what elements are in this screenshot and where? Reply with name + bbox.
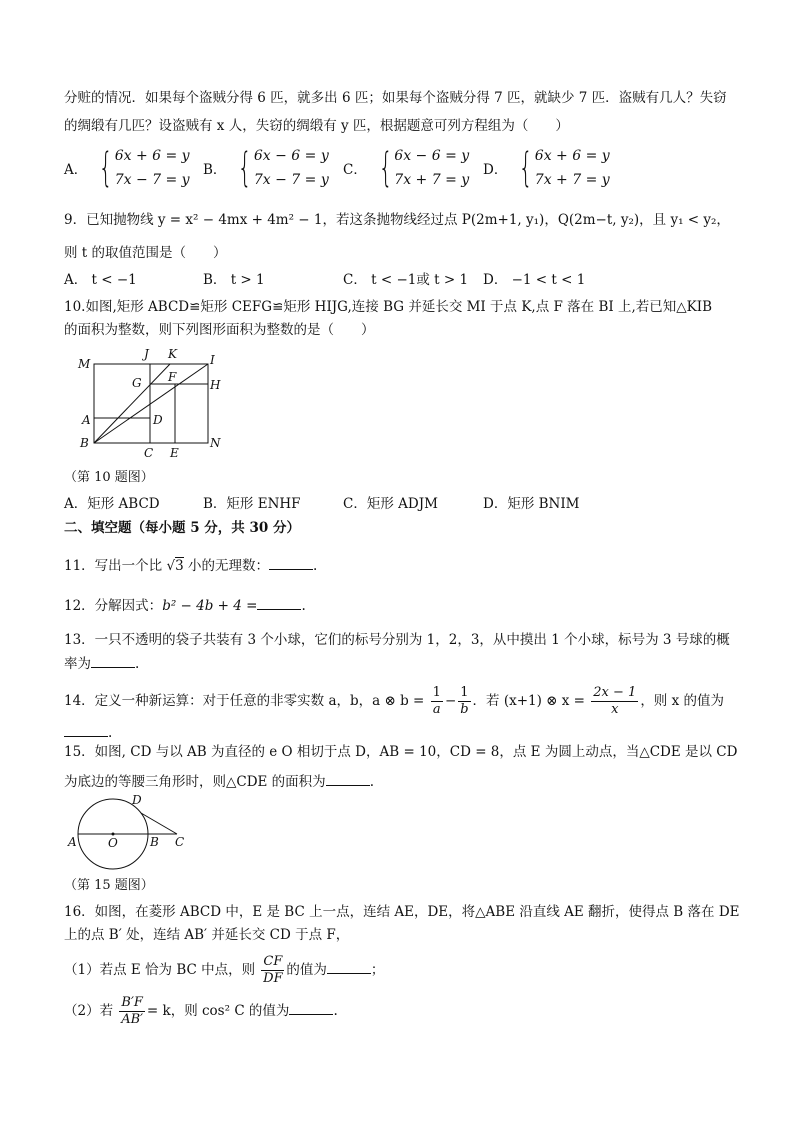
q10-caption: （第 10 题图）: [64, 470, 154, 485]
q13-line1: 13．一只不透明的袋子共装有 3 个小球，它们的标号分别为 1，2，3，从中摸出 1 个小球，标号为 3 号球的概: [64, 632, 730, 648]
label-b: B: [80, 436, 89, 450]
q13-line2-pre: 率为: [64, 656, 91, 672]
q15-line1: 15．如图, CD 与以 AB 为直径的 e O 相切于点 D，AB = 10，CD = 8，点 E 为圆上动点，当△CDE 是以 CD: [64, 744, 738, 760]
label-e: E: [170, 446, 179, 460]
q12-answer-blank[interactable]: [257, 595, 301, 610]
option-label: C．: [343, 162, 367, 178]
q12: [64, 595, 306, 616]
q11-pre: 11．写出一个比: [64, 558, 167, 574]
label-m: M: [78, 357, 91, 371]
fraction: $\frac{2x - 1}{x}$: [593, 685, 637, 717]
label-a: A: [82, 413, 91, 427]
label-h: H: [210, 378, 221, 392]
q10-option-d[interactable]: D．矩形 BNIM: [483, 496, 580, 512]
q16-line1: 16．如图，在菱形 ABCD 中，E 是 BC 上一点，连结 AE，DE，将△ABE 沿直线 AE 翻折，使得点 B 落在 DE: [64, 904, 740, 920]
q16-line2: 上的点 B′ 处，连结 AB′ 并延长交 CD 于点 F，: [64, 927, 350, 943]
q12-end: .: [301, 598, 306, 614]
label-c: C: [144, 446, 154, 460]
q16-p2-answer-blank[interactable]: [289, 1000, 333, 1015]
q11-radicand: 3: [175, 558, 184, 574]
q16-p2-mid: = k，则 cos² C 的值为: [146, 1003, 290, 1019]
brace-icon: {: [519, 145, 534, 191]
q8-option-c[interactable]: [343, 144, 469, 192]
q11: [64, 555, 317, 576]
equation: 6x − 6 = y: [394, 148, 470, 164]
label-c: C: [175, 835, 185, 849]
label-f: F: [168, 370, 177, 384]
equation: 7x + 7 = y: [534, 172, 610, 188]
q16-p1-pre: （1）若点 E 恰为 BC 中点，则: [64, 962, 256, 978]
fraction: $\frac{B'F}{AB'}$: [121, 995, 144, 1027]
q8-option-d[interactable]: [483, 144, 610, 192]
q14-line2: [64, 722, 112, 743]
label-b: B: [150, 835, 159, 849]
q14-post: ，则 x 的值为: [640, 693, 725, 709]
q14-answer-blank[interactable]: [64, 722, 108, 737]
q11-answer-blank[interactable]: [269, 555, 313, 570]
option-label: A．: [64, 162, 88, 178]
brace-icon: {: [238, 145, 253, 191]
label-k: K: [168, 347, 177, 361]
q15-caption: （第 15 题图）: [64, 878, 154, 893]
q12-pre: 12．分解因式：: [64, 598, 163, 614]
q14-end: .: [108, 725, 113, 741]
section-title: 二、填空题（每小题 5 分，共 30 分）: [64, 520, 300, 536]
q10-line2: 的面积为整数，则下列图形面积为整数的是（ ）: [64, 322, 375, 338]
sqrt-icon: √: [166, 558, 176, 574]
q13-line2: [64, 653, 139, 674]
q10-option-b[interactable]: B．矩形 ENHF: [203, 496, 301, 512]
q15-figure: [64, 790, 194, 870]
line-bi: [94, 364, 208, 443]
equation: 7x − 7 = y: [253, 172, 329, 188]
q10-line1: 10.如图,矩形 ABCD≌矩形 CEFG≌矩形 HIJG,连接 BG 并延长交 MI 于点 K,点 F 落在 BI 上,若已知△KIB: [64, 299, 713, 315]
label-a: A: [68, 835, 77, 849]
q10-option-a[interactable]: A．矩形 ABCD: [64, 496, 160, 512]
q16-p2-pre: （2）若: [64, 1003, 114, 1019]
q14-mid: ．若 (x+1) ⊗ x =: [472, 693, 585, 709]
q11-post: 小的无理数：: [183, 558, 269, 574]
q16-part1: [64, 952, 384, 988]
q15-answer-blank[interactable]: [326, 771, 370, 786]
equation: 7x − 7 = y: [114, 172, 190, 188]
q10-figure: [72, 344, 232, 464]
q11-end: .: [312, 558, 318, 574]
label-j: J: [144, 347, 149, 361]
q16-p1-post: 的值为: [286, 962, 327, 978]
q9-option-d[interactable]: D． −1 < t < 1: [483, 272, 586, 288]
q9-line1: 9．已知抛物线 y = x² − 4mx + 4m² − 1，若这条抛物线经过点 P(2m+1, y₁)，Q(2m−t, y₂)，且 y₁ < y₂，: [64, 212, 730, 228]
q16-p1-end: ；: [370, 962, 385, 978]
q14-line1: [64, 683, 724, 719]
label-n: N: [210, 436, 221, 450]
q9-option-b[interactable]: B． t > 1: [203, 272, 265, 288]
label-d: D: [153, 413, 163, 427]
q13-end: .: [135, 656, 140, 672]
q15-end: .: [369, 774, 374, 790]
q16-p2-end: .: [333, 1003, 338, 1019]
q9-option-a[interactable]: A． t < −1: [64, 272, 137, 288]
q9-option-c[interactable]: C． t < −1或 t > 1: [343, 272, 469, 288]
equation: 7x + 7 = y: [394, 172, 470, 188]
q12-expr: b² − 4b + 4 =: [162, 598, 258, 614]
option-label: B．: [203, 162, 227, 178]
label-i: I: [210, 353, 215, 367]
q8-line2: 的绸缎有几匹？设盗贼有 x 人，失窃的绸缎有 y 匹，根据题意可列方程组为（ ）: [64, 118, 569, 134]
option-label: D．: [483, 162, 508, 178]
label-g: G: [132, 376, 142, 390]
label-d: D: [132, 793, 142, 807]
q15-line2: [64, 771, 374, 792]
label-o: O: [108, 836, 118, 850]
fraction: $\frac{CF}{DF}$: [263, 954, 283, 986]
q15-line2-text: 为底边的等腰三角形时，则△CDE 的面积为: [64, 774, 326, 790]
equation: 6x + 6 = y: [114, 148, 190, 164]
equation: 6x − 6 = y: [253, 148, 329, 164]
q9-line2: 则 t 的取值范围是（ ）: [64, 245, 227, 261]
q16-p1-answer-blank[interactable]: [327, 959, 371, 974]
q8-line1: 分赃的情况．如果每个盗贼分得 6 匹，就多出 6 匹；如果每个盗贼分得 7 匹，就缺少 7 匹．盗贼有几人？失窃: [64, 90, 727, 106]
minus-sign: −: [444, 693, 457, 709]
q16-part2: [64, 993, 338, 1029]
brace-icon: {: [378, 145, 393, 191]
brace-icon: {: [98, 145, 113, 191]
q8-option-a[interactable]: [64, 144, 190, 192]
q13-answer-blank[interactable]: [91, 653, 135, 668]
q8-option-b[interactable]: [203, 144, 329, 192]
fraction: $\frac{1}{a}$: [432, 685, 441, 717]
fraction: $\frac{1}{b}$: [460, 685, 469, 717]
q10-option-c[interactable]: C．矩形 ADJM: [343, 496, 438, 512]
equation: 6x + 6 = y: [534, 148, 610, 164]
q14-pre: 14．定义一种新运算：对于任意的非零实数 a，b，a ⊗ b =: [64, 693, 425, 709]
